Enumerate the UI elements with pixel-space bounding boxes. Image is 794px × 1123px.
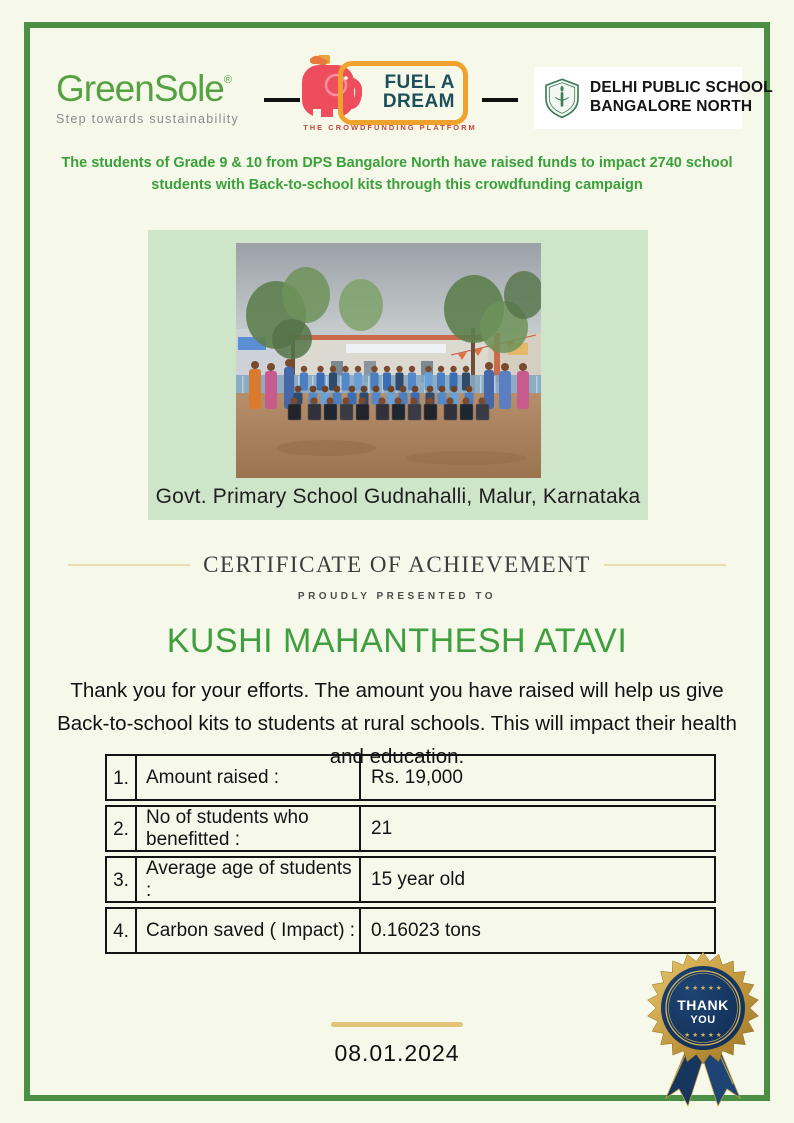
date-rule (331, 1022, 463, 1027)
registered-mark: ® (223, 73, 231, 86)
recipient-name: KUSHI MAHANTHESH ATAVI (166, 622, 628, 660)
row-number: 2. (105, 805, 137, 852)
fueladream-line1: FUEL A (384, 72, 455, 94)
school-photo (236, 243, 541, 478)
row-value: 0.16023 tons (359, 907, 716, 954)
table-row (105, 907, 716, 954)
thank-you-message: Thank you for your efforts. The amount you have raised will help us give Back-to-school kits to students at rural schools. This will impact their health and education. (57, 679, 737, 768)
greensole-name: GreenSole (56, 67, 224, 109)
dps-line1: DELHI PUBLIC SCHOOL (590, 78, 773, 96)
header-logo-row (56, 55, 773, 140)
row-label: Amount raised : (135, 754, 361, 801)
photo-panel (148, 230, 648, 520)
row-number: 4. (105, 907, 137, 954)
table-row (105, 856, 716, 903)
row-number: 1. (105, 754, 137, 801)
separator-dash (264, 98, 300, 102)
photo-caption: Govt. Primary School Gudnahalli, Malur, Karnataka (155, 485, 641, 508)
greensole-logo (56, 67, 248, 126)
greensole-wordmark (56, 67, 248, 109)
fueladream-line2: DREAM (382, 90, 455, 112)
certificate-date: 08.01.2024 (334, 1040, 460, 1066)
dps-line2: BANGALORE NORTH (590, 97, 753, 115)
certificate-title: CERTIFICATE OF ACHIEVEMENT (203, 552, 591, 577)
title-rule-left (68, 564, 190, 566)
row-number: 3. (105, 856, 137, 903)
row-value: 21 (359, 805, 716, 852)
dps-crest-icon (542, 73, 582, 123)
thank-you-badge (638, 948, 768, 1108)
row-label: Carbon saved ( Impact) : (135, 907, 361, 954)
badge-stars-bottom: ★ ★ ★ ★ ★ (684, 1031, 722, 1039)
row-label: No of students who benefitted : (135, 805, 361, 852)
row-value: 15 year old (359, 856, 716, 903)
presented-to-label: PROUDLY PRESENTED TO (297, 591, 497, 602)
row-value: Rs. 19,000 (359, 754, 716, 801)
campaign-summary: The students of Grade 9 & 10 from DPS Bangalore North have raised funds to impact 2740 school students with Back-to-school kits through this crowdfunding campaign (61, 155, 733, 194)
certificate-title-row (0, 552, 794, 578)
badge-thank-label: THANK (677, 997, 729, 1013)
fueladream-tagline: THE CROWDFUNDING PLATFORM (303, 122, 477, 132)
badge-you-label: YOU (690, 1014, 716, 1026)
row-label: Average age of students : (135, 856, 361, 903)
fueladream-logo (303, 61, 477, 139)
greensole-tagline: Step towards sustainability (56, 111, 240, 126)
impact-table (105, 754, 716, 958)
separator-dash (482, 98, 518, 102)
badge-stars-top: ★ ★ ★ ★ ★ (684, 984, 722, 992)
dps-logo (534, 67, 773, 129)
dps-text (590, 79, 773, 117)
title-rule-right (604, 564, 726, 566)
table-row (105, 805, 716, 852)
fueladream-box (338, 61, 468, 125)
table-row (105, 754, 716, 801)
